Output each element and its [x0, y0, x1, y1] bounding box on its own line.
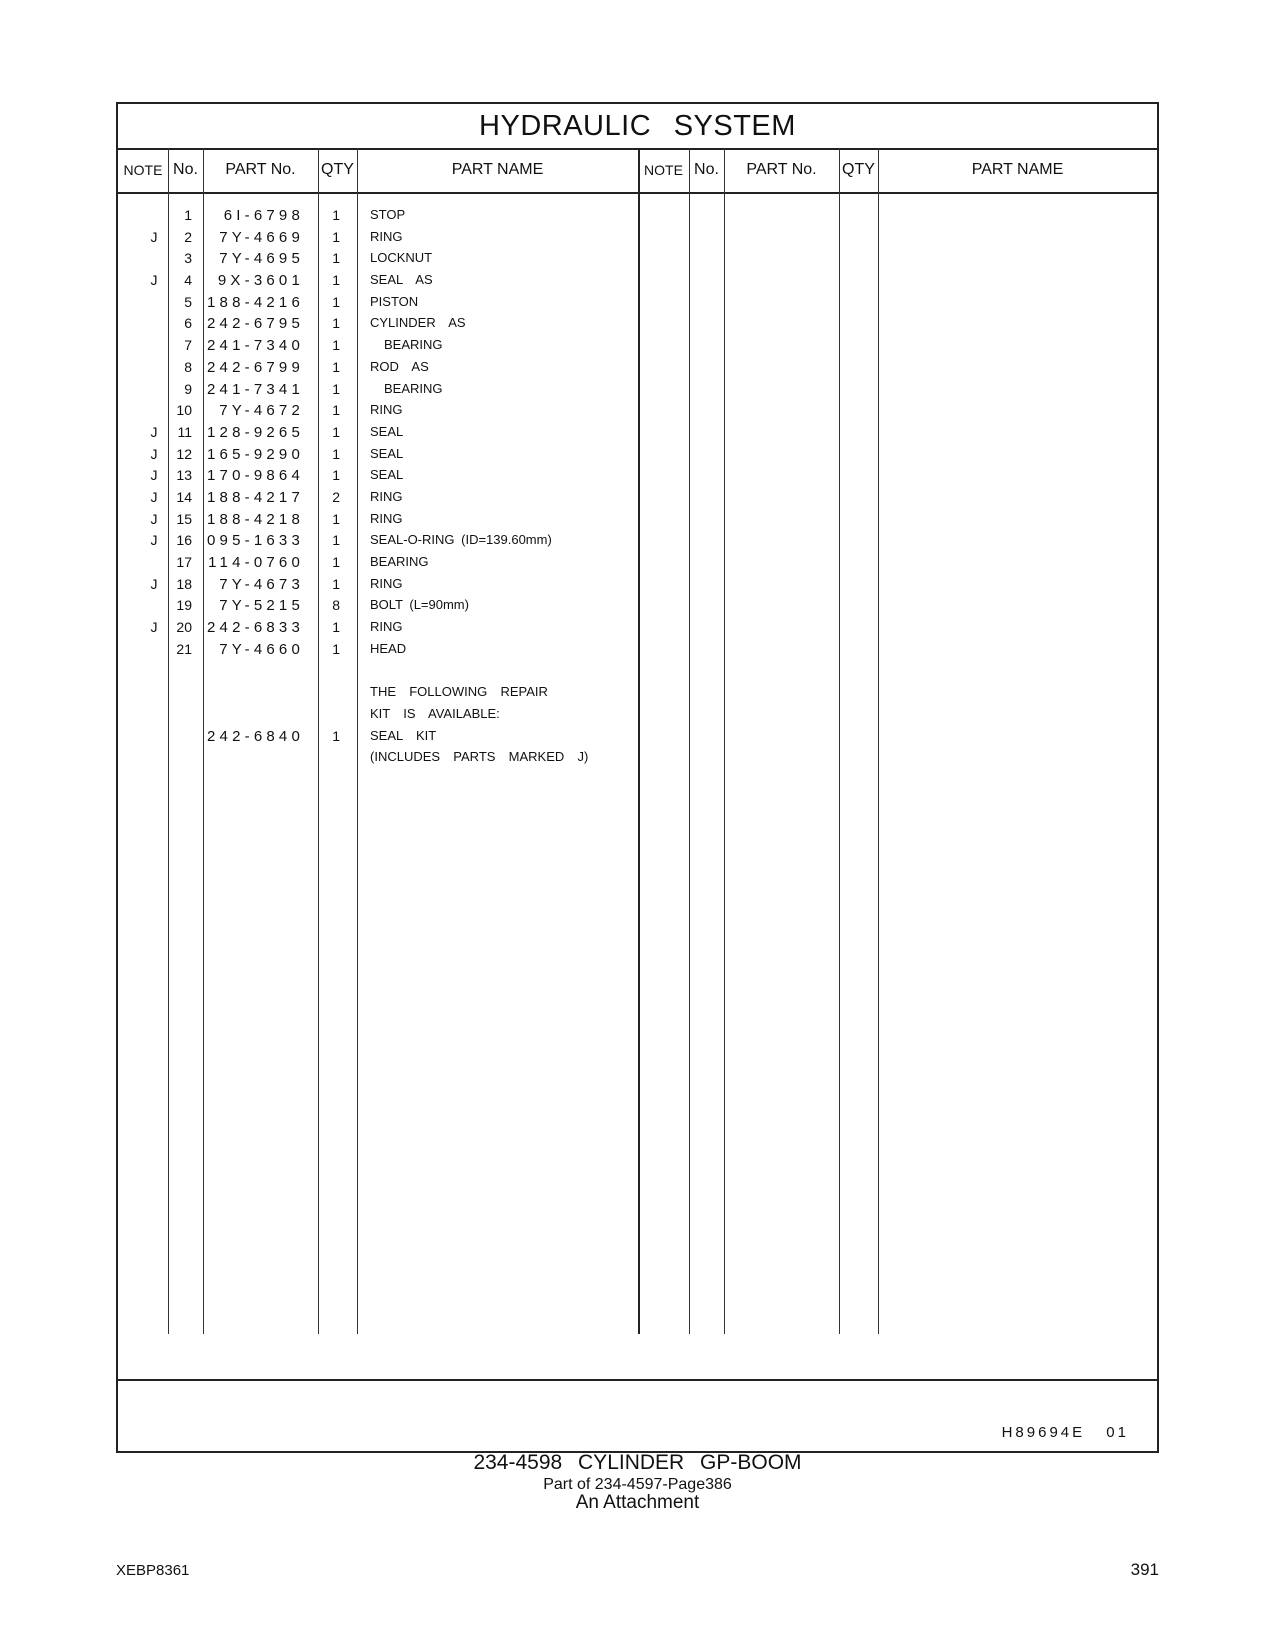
note-cell: J — [150, 423, 158, 440]
part-name-cell: KIT IS AVAILABLE: — [370, 705, 500, 721]
part-name-cell: BEARING — [384, 337, 443, 353]
part-name-cell: SEAL — [370, 467, 404, 483]
table-row — [118, 575, 638, 597]
item-number-cell: 3 — [184, 250, 192, 267]
header-note-right: NOTE — [644, 162, 683, 178]
table-bottom-rule — [118, 1379, 1157, 1381]
part-number-cell: 6I-6798 — [223, 207, 304, 224]
item-number-cell: 10 — [176, 402, 192, 419]
part-name-cell: RING — [370, 619, 403, 635]
part-name-cell: HEAD — [370, 640, 407, 656]
table-row — [118, 640, 638, 662]
quantity-cell: 8 — [332, 597, 340, 614]
part-name-cell: LOCKNUT — [370, 250, 433, 266]
part-number-cell: 242-6799 — [207, 358, 304, 376]
part-name-cell: PISTON — [370, 293, 419, 309]
table-row — [118, 727, 638, 749]
table-row — [118, 228, 638, 250]
table-row — [118, 683, 638, 705]
part-name-cell: (INCLUDES PARTS MARKED J) — [370, 749, 589, 765]
part-number-cell: 241-7341 — [207, 380, 304, 398]
quantity-cell: 1 — [332, 228, 340, 245]
header-part-no: PART No. — [225, 161, 296, 178]
part-number-cell: 7Y-4660 — [219, 640, 304, 658]
item-number-cell: 20 — [176, 619, 192, 636]
part-name-cell: BEARING — [370, 554, 429, 569]
table-row — [118, 249, 638, 271]
table-row — [118, 445, 638, 467]
part-name-cell: RING — [370, 228, 403, 244]
item-number-cell: 14 — [176, 488, 192, 505]
item-number-cell: 19 — [176, 597, 192, 614]
item-number-cell: 1 — [184, 207, 192, 223]
part-number-cell: 7Y-5215 — [219, 597, 304, 615]
page-number: 391 — [1130, 1560, 1159, 1579]
part-name-cell: SEAL-O-RING (ID=139.60mm) — [370, 532, 552, 548]
part-name-cell: STOP — [370, 207, 406, 222]
table-row — [118, 293, 638, 315]
item-number-cell: 11 — [177, 423, 192, 440]
table-row — [118, 510, 638, 532]
assembly-subtitle-2: An Attachment — [575, 1492, 700, 1513]
quantity-cell: 1 — [332, 445, 340, 462]
table-row — [118, 705, 638, 727]
part-number-cell: 188-4216 — [207, 293, 304, 311]
table-row — [118, 314, 638, 336]
column-divider — [638, 148, 640, 1334]
quantity-cell: 1 — [332, 532, 340, 549]
table-row — [118, 380, 638, 402]
part-name-cell: BEARING — [384, 380, 443, 396]
part-number-cell: 7Y-4695 — [219, 250, 304, 268]
item-number-cell: 6 — [184, 315, 192, 332]
part-name-cell: SEAL — [370, 423, 404, 439]
note-cell: J — [150, 488, 158, 505]
header-qty: QTY — [321, 161, 354, 178]
part-name-cell: SEAL — [370, 445, 404, 461]
header-part-no-right: PART No. — [746, 161, 817, 178]
part-name-cell: SEAL KIT — [370, 727, 437, 743]
assembly-subtitle: Part of 234-4597-Page386 — [543, 1476, 732, 1493]
part-number-cell: 7Y-4669 — [219, 228, 304, 246]
part-number-cell: 188-4217 — [207, 488, 304, 506]
quantity-cell: 1 — [332, 337, 340, 354]
quantity-cell: 1 — [332, 423, 340, 440]
quantity-cell: 1 — [332, 207, 340, 223]
item-number-cell: 7 — [184, 337, 192, 354]
part-name-cell: RING — [370, 510, 403, 526]
note-cell: J — [150, 467, 158, 484]
note-cell: J — [150, 532, 158, 549]
table-row — [118, 336, 638, 358]
part-number-cell: 241-7340 — [207, 337, 304, 355]
parts-table — [116, 102, 1159, 1453]
quantity-cell: 1 — [332, 619, 340, 636]
table-row — [118, 596, 638, 618]
item-number-cell: 16 — [176, 532, 192, 549]
section-title: HYDRAULIC SYSTEM — [118, 104, 1157, 150]
header-qty-right: QTY — [842, 161, 875, 178]
quantity-cell: 1 — [332, 510, 340, 527]
column-divider — [724, 148, 725, 1334]
item-number-cell: 15 — [176, 510, 192, 527]
note-cell: J — [150, 272, 158, 289]
table-row — [118, 466, 638, 488]
table-row — [118, 748, 638, 770]
quantity-cell: 1 — [332, 250, 340, 267]
part-number-cell: 7Y-4673 — [219, 575, 304, 593]
part-number-cell: 165-9290 — [207, 445, 304, 463]
item-number-cell: 12 — [176, 445, 192, 462]
item-number-cell: 21 — [176, 640, 192, 657]
part-name-cell: SEAL AS — [370, 272, 433, 288]
table-row — [118, 488, 638, 510]
quantity-cell: 1 — [332, 380, 340, 397]
quantity-cell: 1 — [332, 402, 340, 419]
table-row — [118, 661, 638, 683]
quantity-cell: 1 — [332, 315, 340, 332]
note-cell: J — [150, 445, 158, 462]
note-cell: J — [150, 228, 158, 245]
item-number-cell: 13 — [176, 467, 192, 484]
item-number-cell: 18 — [176, 575, 192, 592]
part-number-cell: 188-4218 — [207, 510, 304, 528]
item-number-cell: 5 — [184, 293, 192, 310]
part-number-cell: 128-9265 — [207, 423, 304, 441]
part-name-cell: ROD AS — [370, 358, 429, 374]
header-part-name-right: PART NAME — [971, 161, 1064, 178]
table-row — [118, 423, 638, 445]
quantity-cell: 1 — [332, 575, 340, 592]
table-row — [118, 271, 638, 293]
quantity-cell: 1 — [332, 293, 340, 310]
part-number-cell: 242-6833 — [207, 619, 304, 637]
part-number-cell: 242-6840 — [207, 727, 304, 745]
part-number-cell: 9X-3601 — [217, 272, 304, 290]
note-cell: J — [150, 575, 158, 592]
header-part-name: PART NAME — [451, 161, 544, 178]
table-row — [118, 618, 638, 640]
reference-code: H89694E 01 — [1001, 1424, 1129, 1441]
table-row — [118, 358, 638, 380]
part-name-cell: BOLT (L=90mm) — [370, 597, 469, 613]
part-name-cell: RING — [370, 402, 403, 418]
quantity-cell: 1 — [332, 467, 340, 484]
assembly-title: 234-4598 CYLINDER GP-BOOM — [473, 1451, 802, 1474]
quantity-cell: 1 — [332, 358, 340, 375]
item-number-cell: 17 — [176, 554, 192, 570]
item-number-cell: 8 — [184, 358, 192, 375]
item-number-cell: 9 — [184, 380, 192, 397]
header-note: NOTE — [123, 162, 163, 178]
part-number-cell: 242-6795 — [207, 315, 304, 333]
part-number-cell: 170-9864 — [207, 467, 304, 485]
item-number-cell: 4 — [184, 272, 192, 289]
note-cell: J — [150, 510, 158, 527]
part-name-cell: RING — [370, 488, 403, 504]
parts-list — [118, 206, 638, 770]
header-no-right: No. — [694, 161, 719, 178]
part-number-cell: 7Y-4672 — [219, 402, 304, 420]
table-row — [118, 401, 638, 423]
item-number-cell: 2 — [184, 228, 192, 245]
document-id: XEBP8361 — [116, 1562, 190, 1579]
part-name-cell: RING — [370, 575, 403, 591]
note-cell: J — [150, 619, 158, 636]
part-name-cell: CYLINDER AS — [370, 315, 466, 331]
part-name-cell: THE FOLLOWING REPAIR — [370, 684, 548, 700]
part-number-cell: 114-0760 — [208, 554, 304, 571]
column-divider — [878, 148, 879, 1334]
table-row — [118, 531, 638, 553]
column-divider — [839, 148, 840, 1334]
header-no: No. — [173, 161, 198, 178]
quantity-cell: 1 — [332, 554, 340, 570]
table-row — [118, 553, 638, 575]
quantity-cell: 1 — [332, 640, 340, 657]
quantity-cell: 2 — [332, 488, 340, 505]
table-row — [118, 206, 638, 228]
part-number-cell: 095-1633 — [207, 532, 304, 550]
quantity-cell: 1 — [332, 727, 340, 744]
quantity-cell: 1 — [332, 272, 340, 289]
column-divider — [689, 148, 690, 1334]
